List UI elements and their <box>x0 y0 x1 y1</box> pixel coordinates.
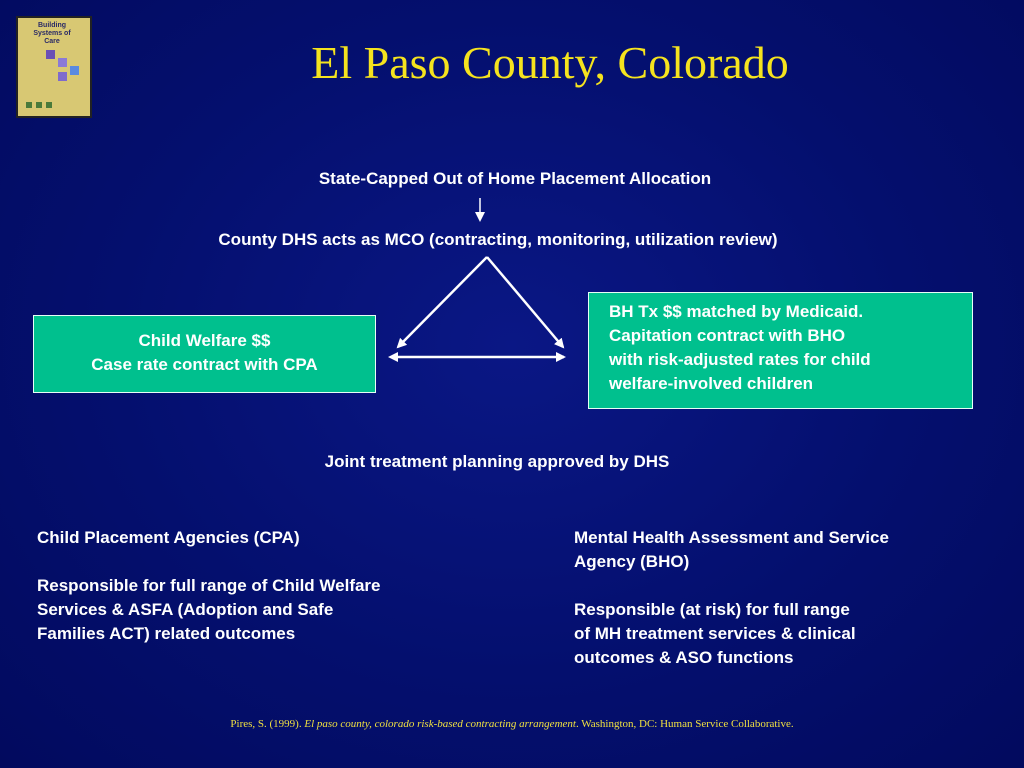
cpa-column <box>37 526 537 646</box>
citation <box>0 718 1024 730</box>
bh-box-line: Capitation contract with BHO <box>609 326 846 345</box>
bho-column <box>574 526 1019 670</box>
bho-text-line: Responsible (at risk) for full range <box>574 600 850 619</box>
child-welfare-box-line: Case rate contract with CPA <box>91 355 318 374</box>
bh-box-line: with risk-adjusted rates for child <box>609 350 871 369</box>
bh-box-line: welfare-involved children <box>609 374 814 393</box>
bho-heading-line: Mental Health Assessment and Service <box>574 528 889 547</box>
cpa-text-line: Services & ASFA (Adoption and Safe <box>37 600 334 619</box>
triangle-right-arrow <box>487 257 563 347</box>
child-welfare-box-line: Child Welfare $$ <box>138 331 271 350</box>
bh-treatment-box <box>588 292 973 409</box>
joint-planning-label: Joint treatment planning approved by DHS <box>324 452 670 471</box>
citation-suffix: . Washington, DC: Human Service Collaborative. <box>575 718 794 730</box>
slide-title: El Paso County, Colorado <box>311 37 789 88</box>
cpa-text-line: Families ACT) related outcomes <box>37 624 296 643</box>
allocation-label: State-Capped Out of Home Placement Allocation <box>318 169 712 188</box>
child-welfare-box <box>33 315 376 393</box>
book-title-line: Care <box>44 38 60 45</box>
mco-label: County DHS acts as MCO (contracting, monitoring, utilization review) <box>218 230 778 249</box>
bh-box-line: BH Tx $$ matched by Medicaid. <box>609 302 864 321</box>
cpa-text-line: Responsible for full range of Child Welfare <box>37 576 381 595</box>
triangle-left-arrow <box>398 257 487 347</box>
bho-text-line: outcomes & ASO functions <box>574 648 794 667</box>
bho-text-line: of MH treatment services & clinical <box>574 624 856 643</box>
book-title-line: Systems of <box>33 30 71 37</box>
citation-title: El paso county, colorado risk-based contracting arrangement <box>304 718 576 730</box>
book-title-line: Building <box>38 22 66 29</box>
cpa-heading: Child Placement Agencies (CPA) <box>37 528 300 547</box>
bho-heading-line: Agency (BHO) <box>574 552 690 571</box>
citation-prefix: Pires, S. (1999). <box>230 718 305 730</box>
